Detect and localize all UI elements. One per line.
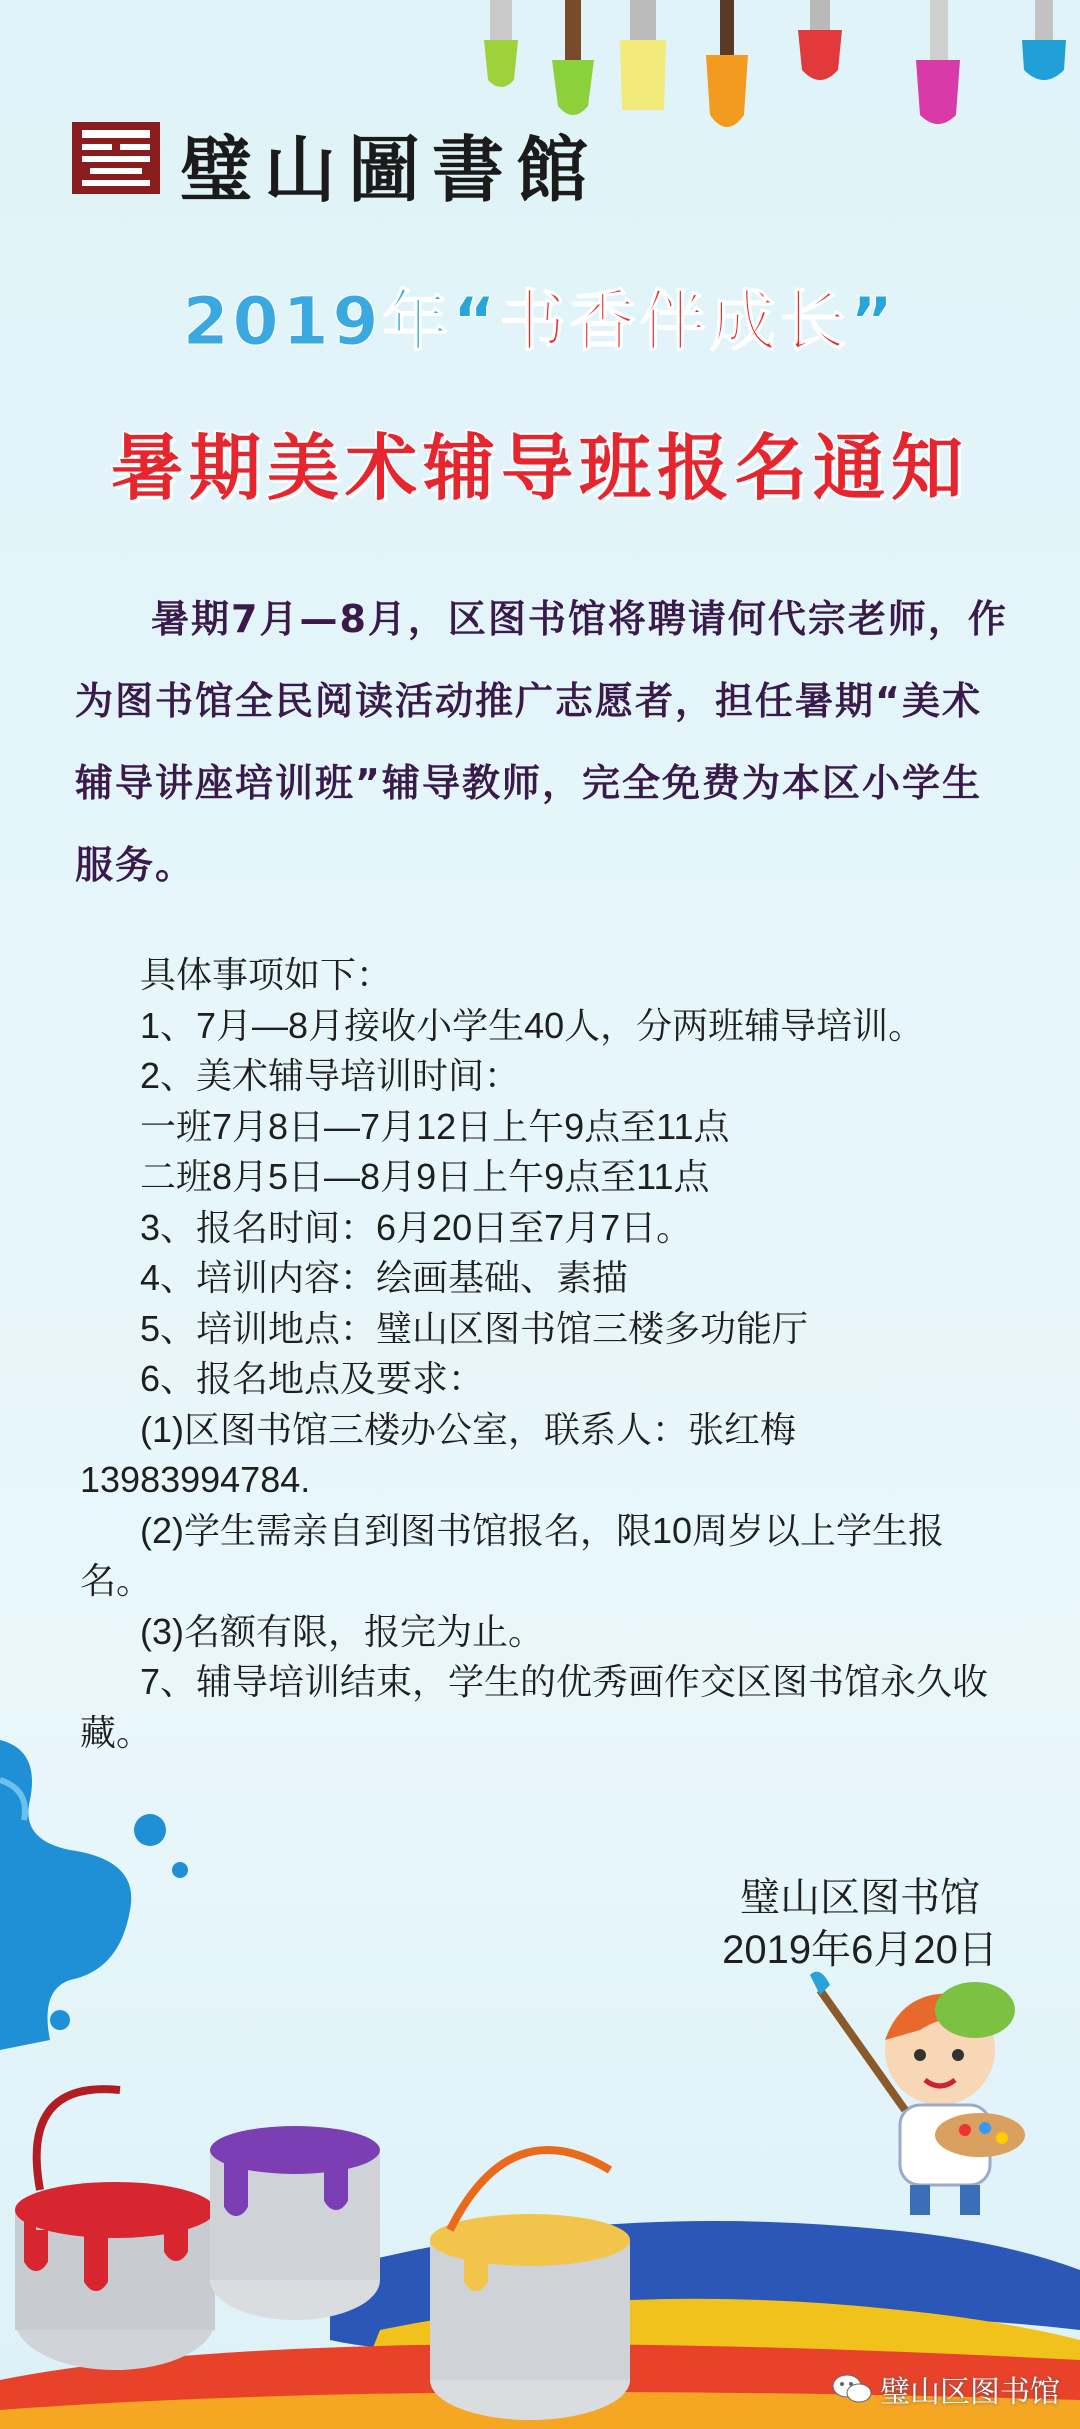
- title-close-quote: ”: [849, 283, 898, 360]
- signature-date: 2019年6月20日: [722, 1928, 998, 1972]
- detail-item-5: 5、培训地点：璧山区图书馆三楼多功能厅: [140, 1307, 809, 1349]
- detail-item-2: 2、美术辅导培训时间：: [140, 1055, 521, 1096]
- title-slogan: 书香伴成长: [499, 283, 850, 360]
- wechat-watermark: [832, 2367, 1060, 2411]
- details-heading: 具体事项如下：: [140, 954, 393, 995]
- title-line-2: 暑期美术辅导班报名通知: [110, 426, 969, 510]
- detail-item-6: 6、报名地点及要求：: [140, 1358, 485, 1399]
- library-logo-icon: [70, 120, 162, 196]
- detail-requirement-2: (2)学生需亲自到图书馆报名，限10周岁以上学生报名。: [80, 1509, 945, 1601]
- title-line-1: [0, 268, 1080, 363]
- title-open-quote: “: [452, 283, 500, 360]
- intro-paragraph: 暑期7月—8月，区图书馆将聘请何代宗老师，作为图书馆全民阅读活动推广志愿者，担任暑期“美术辅导讲座培训班”辅导教师，完全免费为本区小学生服务。: [75, 597, 1008, 887]
- detail-item-1: 1、7月—8月接收小学生40人，分两班辅导培训。: [140, 1004, 925, 1046]
- details-section: [80, 950, 1010, 1758]
- wechat-icon: [832, 2372, 872, 2406]
- detail-class-2: 二班8月5日—8月9日上午9点至11点: [140, 1156, 710, 1197]
- watermark-text: 璧山区图书馆: [880, 2375, 1060, 2410]
- blue-paint-splash-decoration: [0, 1720, 210, 2050]
- detail-requirement-1: (1)区图书馆三楼办公室，联系人：张红梅13983994784.: [80, 1408, 796, 1500]
- detail-class-1: 一班7月8日—7月12日上午9点至11点: [140, 1105, 730, 1147]
- detail-item-7: 7、辅导培训结束，学生的优秀画作交区图书馆永久收藏。: [80, 1661, 989, 1753]
- detail-item-3: 3、报名时间：6月20日至7月7日。: [140, 1206, 693, 1248]
- library-logo-text: 璧山圖書館: [180, 127, 601, 212]
- child-painter-illustration: [790, 1960, 1040, 2220]
- signature-org: 璧山区图书馆: [740, 1876, 980, 1920]
- detail-item-4: 4、培训内容：绘画基础、素描: [140, 1257, 629, 1298]
- title-year: 2019年: [182, 283, 453, 360]
- detail-requirement-3: (3)名额有限，报完为止。: [140, 1610, 544, 1652]
